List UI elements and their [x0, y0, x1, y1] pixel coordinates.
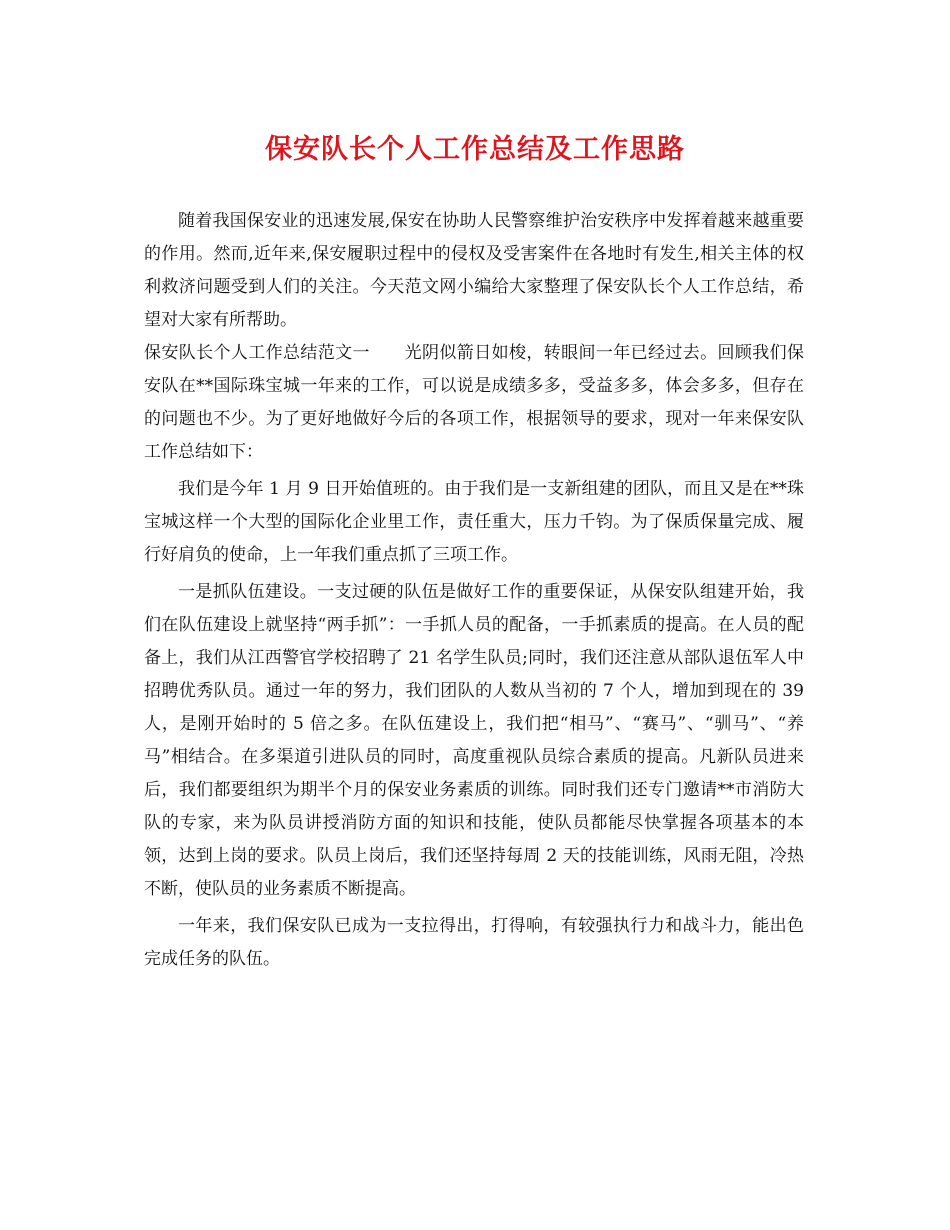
document-body — [144, 205, 804, 976]
paragraph-sample-one: 保安队长个人工作总结范文一 光阴似箭日如梭，转眼间一年已经过去。回顾我们保安队在**国际珠宝城一年来的工作，可以说是成绩多多，受益多多，体会多多，但存在的问题也不少。为了更好地做好今后的各项工作，根据领导的要求，现对一年来保安队工作总结如下： — [144, 343, 804, 462]
paragraph-conclusion: 一年来，我们保安队已成为一支拉得出，打得响，有较强执行力和战斗力，能出色完成任务的队伍。 — [144, 916, 804, 969]
paragraph-team-building: 一是抓队伍建设。一支过硬的队伍是做好工作的重要保证，从保安队组建开始，我们在队伍建设上就坚持“两手抓”：一手抓人员的配备，一手抓素质的提高。在人员的配备上，我们从江西警官学校招聘了 21 名学生队员;同时，我们还注意从部队退伍军人中招聘优秀队员。通过一年的努力，我们团队的人数从当初的 7 个人，增加到现在的 39 人，是刚开始时的 5 倍之多。在队伍建设上，我们把“相马”、“赛马”、“驯马”、“养马”相结合。在多渠道引进队员的同时，高度重视队员综合素质的提高。凡新队员进来后，我们都要组织为期半个月的保安业务素质的训练。同时我们还专门邀请**市消防大队的专家，来为队员讲授消防方面的知识和技能，使队员都能尽快掌握各项基本的本领，达到上岗的要求。队员上岗后，我们还坚持每周 2 天的技能训练，风雨无阻，冷热不断，使队员的业务素质不断提高。 — [144, 582, 804, 899]
paragraph-intro: 随着我国保安业的迅速发展,保安在协助人民警察维护治安秩序中发挥着越来越重要的作用。然而,近年来,保安履职过程中的侵权及受害案件在各地时有发生,相关主体的权利救济问题受到人们的关注。今天范文网小编给大家整理了保安队长个人工作总结，希望对大家有所帮助。 — [144, 211, 804, 330]
paragraph-start-duty: 我们是今年 1 月 9 日开始值班的。由于我们是一支新组建的团队，而且又是在**珠宝城这样一个大型的国际化企业里工作，责任重大，压力千钧。为了保质保量完成、履行好肩负的使命，上一年我们重点抓了三项工作。 — [144, 479, 804, 565]
document-title: 保安队长个人工作总结及工作思路 — [265, 134, 685, 165]
